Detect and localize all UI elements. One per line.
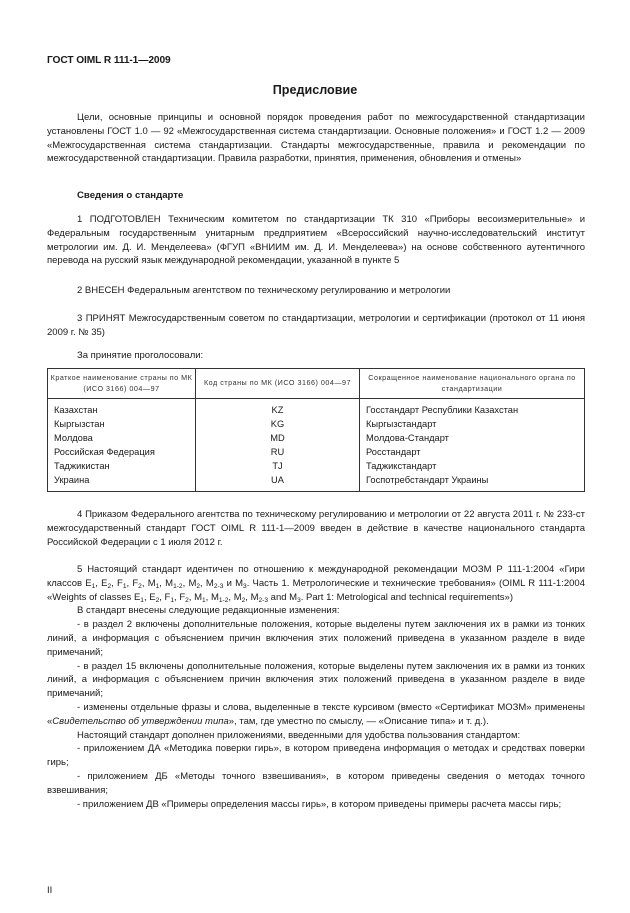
cell-code: RU bbox=[196, 445, 360, 459]
page-number: II bbox=[47, 885, 53, 896]
change-1: - в раздел 2 включены дополнительные положения, которые выделены путем заключения их в рамки из тонких линий, а информация с объяснением причин включения этих положений приведена в указанном разделе в виде примечаний; bbox=[47, 619, 585, 658]
cell-country: Таджикистан bbox=[48, 459, 196, 473]
item-3 bbox=[47, 312, 585, 340]
cell-body: Госстандарт Республики Казахстан bbox=[360, 399, 585, 418]
intro-text: Цели, основные принципы и основной порядок проведения работ по межгосударственной стандартизации установлены ГОСТ 1.0 — 92 «Межгосударственная система стандартизации. Основные положения» и ГОСТ 1.2 — 2009 «Межгосударственная система стандартизации. Стандарты межгосударственные, правила и рекомендации по межгосударственной стандартизации. Правила разработки, принятия, применения, обновления и отмены» bbox=[47, 112, 585, 165]
cell-code: UA bbox=[196, 473, 360, 491]
cell-code: TJ bbox=[196, 459, 360, 473]
change-2: - в раздел 15 включены дополнительные положения, которые выделены путем заключения их в рамки из тонких линий, а информация с объяснением причин включения этих положений приведена в указанном разделе в виде примечаний; bbox=[47, 660, 585, 700]
item-1-text: 1 ПОДГОТОВЛЕН Техническим комитетом по стандартизации ТК 310 «Приборы весоизмерительные» и Федеральным государственным унитарным предприятием «Всероссийский научно-исследовательский институт метрологии им. Д. И. Менделеева» (ФГУП «ВНИИМ им. Д. И. Менделеева») на основе собственного аутентичного перевода на русский язык международной рекомендации, указанной в пункте 5 bbox=[47, 214, 585, 267]
cell-country: Кыргызстан bbox=[48, 417, 196, 431]
item-5-text: 5 Настоящий стандарт идентичен по отношению к международной рекомендации МОЗМ Р 111-1:2004 «Гири классов $E_1$, $E_2$, $F_1$, $F_2$, $M_1$, $M_{1-2}$, $M_2$, $M_{2-3}$ и $M_3$. Часть 1. Метрологические и технические требования» (OIML R 111-1:2004 «Weights of classes $E_1$, $E_2$, $F_1$, $F_2$, $M_1$, $M_{1-2}$, $M_2$, $M_{2-3}$ and $M_3$. Part 1: Metrological and technical requirements») bbox=[47, 564, 585, 604]
document-header: ГОСТ OIML R 111-1—2009 bbox=[47, 55, 171, 66]
column-header-country: Краткое наименование страны по МК (ИСО 3166) 004—97 bbox=[48, 369, 196, 399]
item-5-block bbox=[47, 563, 585, 811]
change-3: - изменены отдельные фразы и слова, выделенные в тексте курсивом (вместо «Сертификат МОЗМ» применены «Свидетельство об утверждении типа», там, где уместно по смыслу, — «Описание типа» и т. д.). bbox=[47, 701, 585, 727]
cell-body: Молдова-Стандарт bbox=[360, 431, 585, 445]
cell-code: KG bbox=[196, 417, 360, 431]
cell-body: Госпотребстандарт Украины bbox=[360, 473, 585, 491]
cell-code: MD bbox=[196, 431, 360, 445]
page-title: Предисловие bbox=[272, 83, 358, 97]
appendix-intro: Настоящий стандарт дополнен приложениями, введенными для удобства пользования стандартом: bbox=[77, 729, 521, 741]
cell-country: Молдова bbox=[48, 431, 196, 445]
item-4 bbox=[47, 508, 585, 549]
vote-label: За принятие проголосовали: bbox=[77, 350, 204, 361]
item-2-text: 2 ВНЕСЕН Федеральным агентством по техническому регулированию и метрологии bbox=[77, 285, 451, 296]
appendix-3: - приложением ДВ «Примеры определения массы гирь», в котором приведены примеры расчета массы гирь; bbox=[77, 798, 562, 810]
table-row bbox=[48, 473, 585, 491]
table-row bbox=[48, 431, 585, 445]
table-row bbox=[48, 445, 585, 459]
section-title: Сведения о стандарте bbox=[77, 190, 184, 201]
cell-body: Таджикстандарт bbox=[360, 459, 585, 473]
table-row bbox=[48, 459, 585, 473]
column-header-body: Сокращенное наименование национального органа по стандартизации bbox=[360, 369, 585, 399]
table-header-row bbox=[48, 369, 585, 399]
appendix-1: - приложением ДА «Методика поверки гирь», в котором приведена информация о методах и средствах поверки гирь; bbox=[47, 743, 585, 769]
appendix-2: - приложением ДБ «Методы точного взвешивания», в котором приведены сведения о методах точного взвешивания; bbox=[47, 770, 585, 796]
table-row bbox=[48, 417, 585, 431]
cell-country: Российская Федерация bbox=[48, 445, 196, 459]
cell-body: Росстандарт bbox=[360, 445, 585, 459]
item-4-text: 4 Приказом Федерального агентства по техническому регулированию и метрологии от 22 августа 2011 г. № 233-ст межгосударственный стандарт ГОСТ OIML R 111-1—2009 введен в действие в качестве национального стандарта Российской Федерации с 1 июля 2012 г. bbox=[47, 509, 585, 548]
cell-body: Кыргызстандарт bbox=[360, 417, 585, 431]
changes-intro: В стандарт внесены следующие редакционные изменения: bbox=[77, 605, 340, 617]
intro-paragraph bbox=[47, 111, 585, 166]
item-2 bbox=[47, 284, 585, 298]
item-1 bbox=[47, 213, 585, 268]
voting-table bbox=[47, 368, 585, 492]
table-row bbox=[48, 399, 585, 418]
cell-country: Казахстан bbox=[48, 399, 196, 418]
cell-country: Украина bbox=[48, 473, 196, 491]
column-header-code: Код страны по МК (ИСО 3166) 004—97 bbox=[196, 369, 360, 399]
cell-code: KZ bbox=[196, 399, 360, 418]
item-3-text: 3 ПРИНЯТ Межгосударственным советом по стандартизации, метрологии и сертификации (протокол от 11 июня 2009 г. № 35) bbox=[47, 313, 585, 338]
